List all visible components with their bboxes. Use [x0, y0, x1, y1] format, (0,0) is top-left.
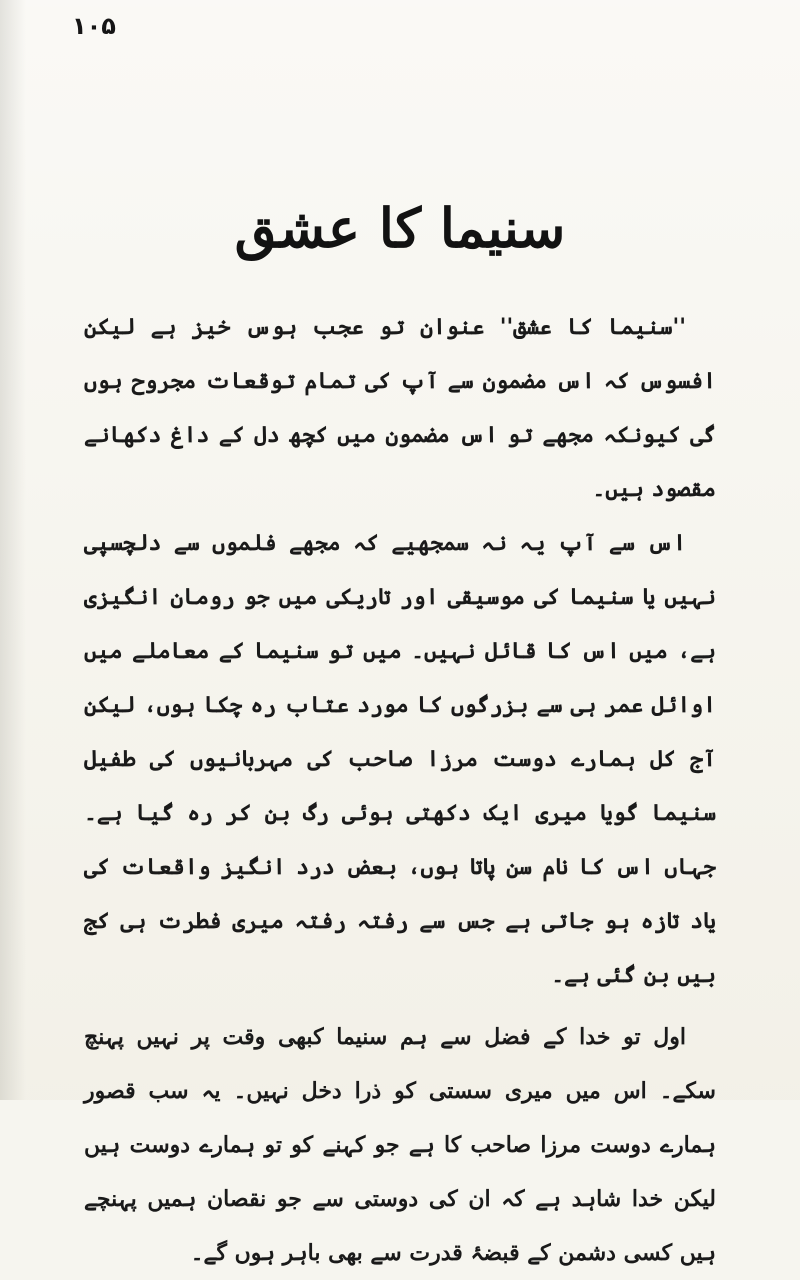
chapter-title: سنیما کا عشق	[234, 196, 566, 261]
page-number: ۱۰۵	[72, 12, 116, 40]
chapter-body	[84, 300, 716, 1280]
paragraph-1: ''سنیما کا عشق'' عنوان تو عجب ہوس خیز ہے لیکن افسوس کہ اس مضمون سے آپ کی تمام توقعات مجروح ہوں گی کیونکہ مجھے تو اس مضمون میں کچھ دل کے داغ دکھانے مقصود ہیں۔	[84, 314, 716, 502]
page-edge-shadow	[0, 0, 26, 1100]
paragraph-2: اس سے آپ یہ نہ سمجھیے کہ مجھے فلموں سے دلچسپی نہیں یا سنیما کی موسیقی اور تاریکی میں جو رومان انگیزی ہے، میں اس کا قائل نہیں۔ میں تو سنیما کے معاملے میں اوائل عمر ہی سے بزرگوں کا مورد عتاب رہ چکا ہوں، لیکن آج کل ہمارے دوست مرزا صاحب کی مہربانیوں کی طفیل سنیما گویا میری ایک دکھتی ہوئی رگ بن کر رہ گیا ہے۔ جہاں اس کا نام سن پاتا ہوں، بعض درد انگیز واقعات کی یاد تازہ ہو جاتی ہے جس سے رفتہ رفتہ میری فطرت ہی کج بیں بن گئی ہے۔	[84, 530, 716, 988]
paragraph-3: اول تو خدا کے فضل سے ہم سنیما کبھی وقت پر نہیں پہنچ سکے۔ اس میں میری سستی کو ذرا دخل نہیں۔ یہ سب قصور ہمارے دوست مرزا صاحب کا ہے جو کہنے کو تو ہمارے دوست ہیں لیکن خدا شاہد ہے کہ ان کی دوستی سے جو نقصان ہمیں پہنچے ہیں کسی دشمن کے قبضۂ قدرت سے بھی باہر ہوں گے۔	[84, 1024, 716, 1266]
